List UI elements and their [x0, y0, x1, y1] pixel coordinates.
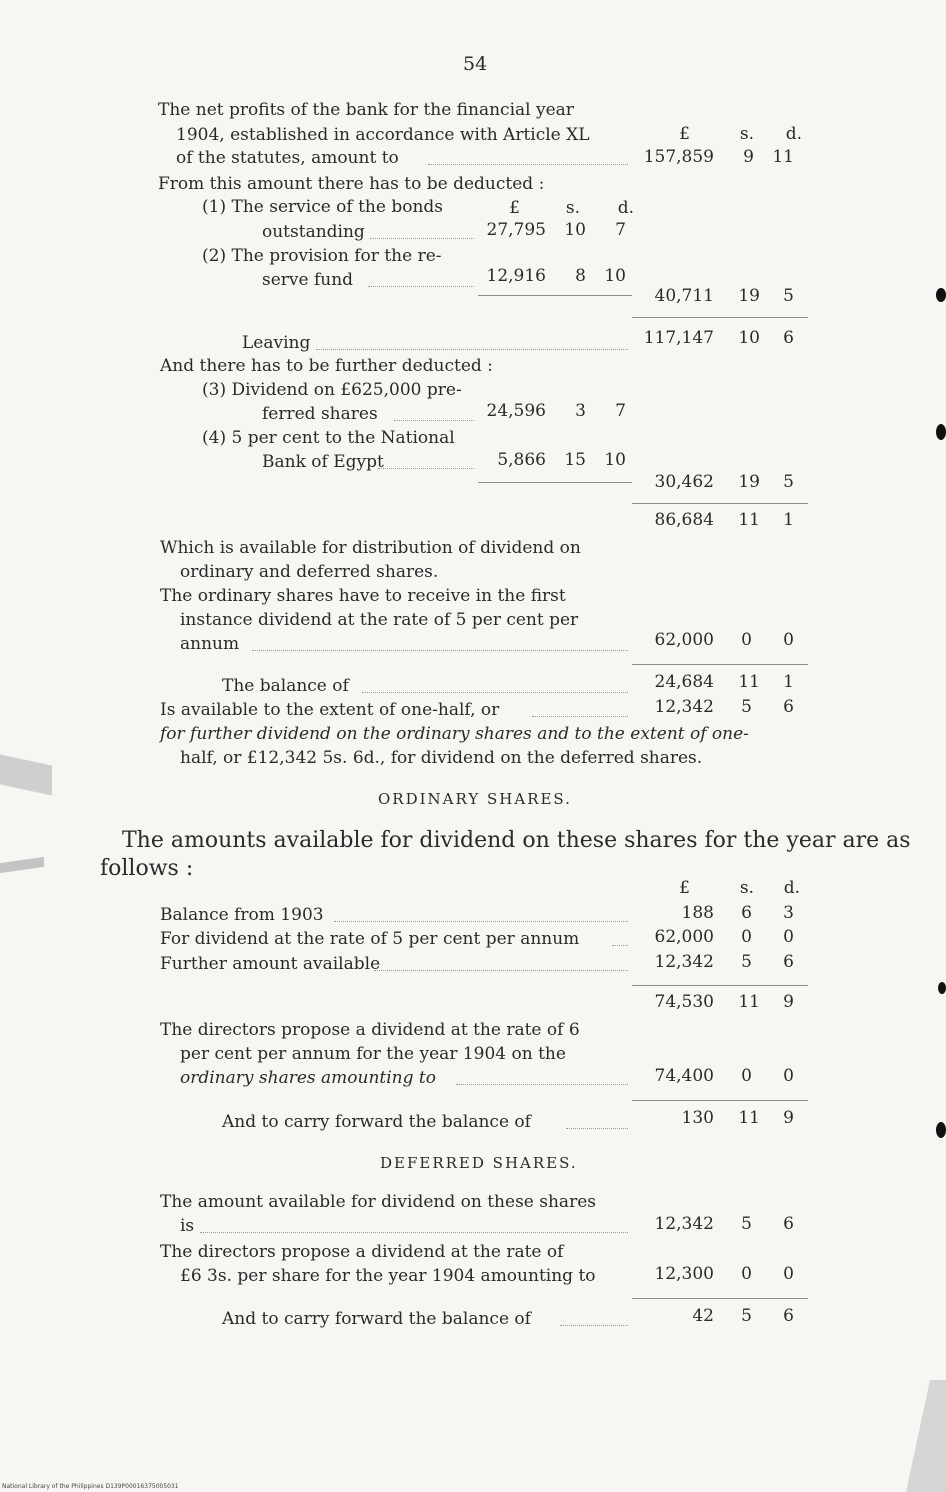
profits-line-2: 1904, established in accordance with Article XL [176, 125, 590, 145]
profits-pence: 11 [772, 147, 794, 167]
deduct-intro: From this amount there has to be deducted : [158, 174, 545, 194]
deferred-propose-shillings: 0 [741, 1264, 752, 1284]
leaving-pence: 6 [783, 328, 794, 348]
half-shillings: 5 [741, 697, 752, 717]
half-pounds: 12,342 [654, 697, 714, 717]
ordinary-propose-line-3: ordinary shares amounting to [180, 1068, 436, 1088]
leaving-shillings: 10 [738, 328, 760, 348]
deferred-propose-line-2: £6 3s. per share for the year 1904 amounting to [180, 1266, 596, 1286]
deferred-available-line-1: The amount available for dividend on these shares [160, 1192, 596, 1212]
ordinary-first-pounds: 62,000 [654, 630, 714, 650]
dot-leader [334, 921, 628, 922]
ordinary-carry-shillings: 11 [738, 1108, 760, 1128]
deferred-carry-label: And to carry forward the balance of [222, 1309, 531, 1329]
available-line-1: Which is available for distribution of dividend on [160, 538, 581, 558]
item4-line-2: Bank of Egypt [262, 452, 384, 472]
dot-leader [560, 1325, 628, 1326]
item4-pence: 10 [604, 450, 626, 470]
dot-leader [612, 945, 628, 946]
sum-rule [632, 503, 808, 504]
ordinary-shares-heading: ORDINARY SHARES. [378, 790, 572, 808]
ordinary-row-3-label: Further amount available [160, 954, 381, 974]
sum-rule [632, 317, 808, 318]
balance-pounds: 24,684 [654, 672, 714, 692]
ordinary-total-shillings: 11 [738, 992, 760, 1012]
ordinary-row-1-shillings: 6 [741, 903, 752, 923]
half-pence: 6 [783, 697, 794, 717]
ordinary-propose-line-2: per cent per annum for the year 1904 on the [180, 1044, 566, 1064]
dot-leader [378, 468, 474, 469]
subtotal2-shillings: 19 [738, 472, 760, 492]
sum-rule [632, 1298, 808, 1299]
profits-shillings: 9 [743, 147, 754, 167]
sum-rule [632, 664, 808, 665]
punch-hole [936, 1122, 946, 1138]
ordinary-row-2-pounds: 62,000 [654, 927, 714, 947]
remaining-shillings: 11 [738, 510, 760, 530]
ordinary-first-line-2: instance dividend at the rate of 5 per cent per [180, 610, 579, 630]
deferred-propose-pounds: 12,300 [654, 1264, 714, 1284]
punch-hole [938, 982, 946, 994]
balance-shillings: 11 [738, 672, 760, 692]
ordinary-carry-label: And to carry forward the balance of [222, 1112, 531, 1132]
binding-shadow [906, 1380, 946, 1492]
item3-pounds: 24,596 [486, 401, 546, 421]
available-line-2: ordinary and deferred shares. [180, 562, 439, 582]
item4-pounds: 5,866 [497, 450, 546, 470]
dot-leader [362, 692, 628, 693]
ordinary-row-2-label: For dividend at the rate of 5 per cent per annum [160, 929, 580, 949]
ordinary-propose-pence: 0 [783, 1066, 794, 1086]
further-intro: And there has to be further deducted : [160, 356, 493, 376]
deferred-propose-pence: 0 [783, 1264, 794, 1284]
deferred-propose-line-1: The directors propose a dividend at the rate of [160, 1242, 564, 1262]
item4-shillings: 15 [564, 450, 586, 470]
item2-shillings: 8 [575, 266, 586, 286]
dot-leader [456, 1084, 628, 1085]
further-dividend-line-2: half, or £12,342 5s. 6d., for dividend on the deferred shares. [180, 748, 703, 768]
item2-line-2: serve fund [262, 270, 354, 290]
item3-line-1: (3) Dividend on £625,000 pre- [202, 380, 462, 400]
ordinary-row-3-shillings: 5 [741, 952, 752, 972]
ordinary-propose-line-1: The directors propose a dividend at the rate of 6 [160, 1020, 580, 1040]
column-head-pence: d. [785, 124, 802, 144]
item3-shillings: 3 [575, 401, 586, 421]
ordinary-first-shillings: 0 [741, 630, 752, 650]
item2-pounds: 12,916 [486, 266, 546, 286]
deferred-available-pounds: 12,342 [654, 1214, 714, 1234]
ordinary-row-3-pence: 6 [783, 952, 794, 972]
further-dividend-line-1: for further dividend on the ordinary shares and to the extent of one- [160, 724, 749, 744]
profits-line-3: of the statutes, amount to [176, 148, 399, 168]
dot-leader [200, 1232, 628, 1233]
column-head-pounds: £ [679, 124, 690, 144]
dot-leader [370, 238, 474, 239]
leaving-pounds: 117,147 [643, 328, 714, 348]
ordinary-carry-pence: 9 [783, 1108, 794, 1128]
inner-head-pence: d. [617, 198, 634, 218]
ordinary-row-1-label: Balance from 1903 [160, 905, 324, 925]
ordinary-head-shillings: s. [739, 878, 754, 898]
dot-leader [428, 164, 628, 165]
balance-label: The balance of [222, 676, 349, 696]
item4-line-1: (4) 5 per cent to the National [202, 428, 455, 448]
dot-leader [316, 349, 628, 350]
ordinary-total-pounds: 74,530 [654, 992, 714, 1012]
ordinary-intro-line-1: The amounts available for dividend on these shares for the year are as [122, 828, 911, 853]
inner-head-pounds: £ [509, 198, 520, 218]
ordinary-propose-shillings: 0 [741, 1066, 752, 1086]
ordinary-row-2-shillings: 0 [741, 927, 752, 947]
ordinary-row-1-pence: 3 [783, 903, 794, 923]
binding-shadow [0, 857, 44, 873]
deferred-available-shillings: 5 [741, 1214, 752, 1234]
deferred-carry-pounds: 42 [692, 1306, 714, 1326]
subtotal1-shillings: 19 [738, 286, 760, 306]
dot-leader [368, 286, 474, 287]
ordinary-carry-pounds: 130 [681, 1108, 714, 1128]
profits-pounds: 157,859 [643, 147, 714, 167]
dot-leader [374, 970, 628, 971]
ordinary-first-line-3: annum [180, 634, 240, 654]
balance-pence: 1 [783, 672, 794, 692]
dot-leader [566, 1128, 628, 1129]
ordinary-first-pence: 0 [783, 630, 794, 650]
deferred-available-pence: 6 [783, 1214, 794, 1234]
sum-rule [632, 1100, 808, 1101]
deferred-carry-pence: 6 [783, 1306, 794, 1326]
ordinary-row-2-pence: 0 [783, 927, 794, 947]
subtotal2-pounds: 30,462 [654, 472, 714, 492]
item1-pounds: 27,795 [486, 220, 546, 240]
ordinary-head-pence: d. [783, 878, 800, 898]
ordinary-intro-line-2: follows : [100, 856, 194, 881]
subtotal1-pounds: 40,711 [654, 286, 714, 306]
item3-line-2: ferred shares [262, 404, 378, 424]
sum-rule [632, 985, 808, 986]
item1-pence: 7 [615, 220, 626, 240]
ordinary-first-line-1: The ordinary shares have to receive in the first [160, 586, 566, 606]
deferred-shares-heading: DEFERRED SHARES. [380, 1154, 578, 1172]
inner-head-shillings: s. [565, 198, 580, 218]
leaving-label: Leaving [242, 333, 311, 353]
ordinary-total-pence: 9 [783, 992, 794, 1012]
subtotal2-pence: 5 [783, 472, 794, 492]
binding-shadow [0, 754, 52, 795]
item1-line-2: outstanding [262, 222, 365, 242]
punch-hole [936, 424, 946, 440]
item2-pence: 10 [604, 266, 626, 286]
scan-credit: National Library of the Philippines D139P00016375005031 [2, 1483, 179, 1490]
dot-leader [394, 420, 474, 421]
deferred-available-line-2: is [180, 1216, 195, 1236]
subtotal1-pence: 5 [783, 286, 794, 306]
dot-leader [252, 650, 628, 651]
ordinary-propose-pounds: 74,400 [654, 1066, 714, 1086]
item1-shillings: 10 [564, 220, 586, 240]
item2-line-1: (2) The provision for the re- [202, 246, 442, 266]
item3-pence: 7 [615, 401, 626, 421]
punch-hole [936, 288, 946, 302]
sum-rule [478, 482, 632, 483]
remaining-pounds: 86,684 [654, 510, 714, 530]
column-head-shillings: s. [739, 124, 754, 144]
page-number: 54 [463, 53, 488, 75]
ordinary-row-1-pounds: 188 [681, 903, 714, 923]
sum-rule [478, 295, 632, 296]
dot-leader [532, 716, 628, 717]
item1-line-1: (1) The service of the bonds [202, 197, 444, 217]
half-label: Is available to the extent of one-half, or [160, 700, 500, 720]
remaining-pence: 1 [783, 510, 794, 530]
ordinary-row-3-pounds: 12,342 [654, 952, 714, 972]
deferred-carry-shillings: 5 [741, 1306, 752, 1326]
profits-line-1: The net profits of the bank for the financial year [158, 100, 574, 120]
ordinary-head-pounds: £ [679, 878, 690, 898]
